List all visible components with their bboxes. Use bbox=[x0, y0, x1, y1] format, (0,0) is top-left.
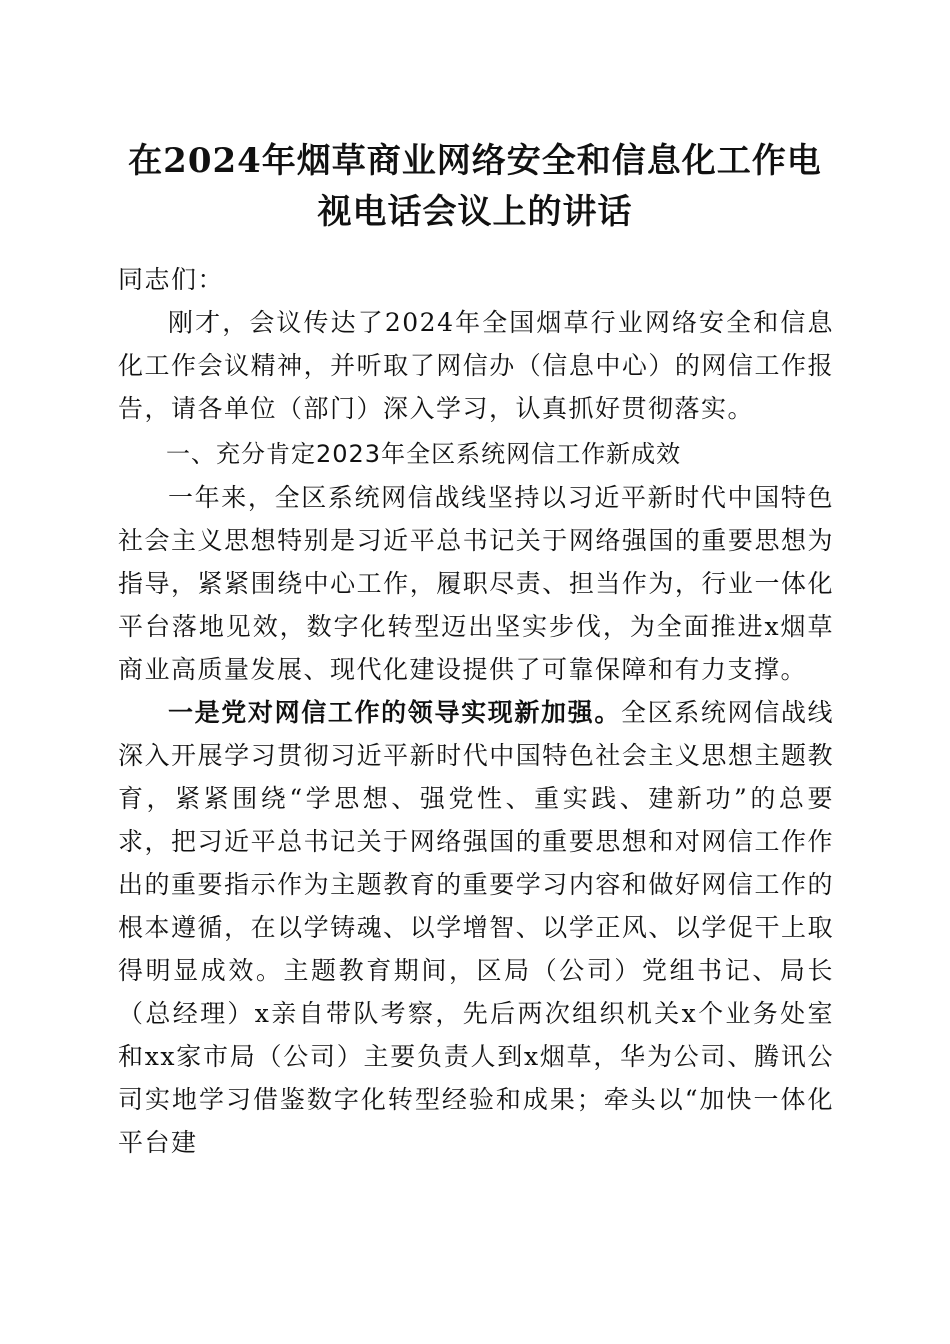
title-line-2: 视电话会议上的讲话 bbox=[317, 192, 633, 232]
document-title bbox=[100, 136, 850, 238]
salutation: 同志们： bbox=[118, 265, 225, 294]
document-body bbox=[118, 258, 834, 1164]
title-line-1: 在2024年烟草商业网络安全和信息化工作电 bbox=[128, 141, 822, 181]
paragraph-point-one bbox=[118, 691, 834, 1164]
paragraph-achievements: 一年来，全区系统网信战线坚持以习近平新时代中国特色社会主义思想特别是习近平总书记关于网络强国的重要思想为指导，紧紧围绕中心工作，履职尽责、担当作为，行业一体化平台落地见效，数字化转型迈出坚实步伐，为全面推进x烟草商业高质量发展、现代化建设提供了可靠保障和有力支撑。 bbox=[118, 483, 834, 684]
point-body: 全区系统网信战线深入开展学习贯彻习近平新时代中国特色社会主义思想主题教育，紧紧围绕“学思想、强党性、重实践、建新功”的总要求，把习近平总书记关于网络强国的重要思想和对网信工作作出的重要指示作为主题教育的重要学习内容和做好网信工作的根本遵循，在以学铸魂、以学增智、以学正风、以学促干上取得明显成效。主题教育期间，区局（公司）党组书记、局长（总经理）x亲自带队考察，先后两次组织机关x个业务处室和xx家市局（公司）主要负责人到x烟草，华为公司、腾讯公司实地学习借鉴数字化转型经验和成果；牵头以“加快一体化平台建 bbox=[118, 698, 834, 1157]
point-lead: 一是党对网信工作的领导实现新加强。 bbox=[168, 698, 621, 727]
paragraph-intro: 刚才，会议传达了2024年全国烟草行业网络安全和信息化工作会议精神，并听取了网信办（信息中心）的网信工作报告，请各单位（部门）深入学习，认真抓好贯彻落实。 bbox=[118, 308, 834, 423]
section-heading: 一、充分肯定2023年全区系统网信工作新成效 bbox=[166, 440, 682, 468]
